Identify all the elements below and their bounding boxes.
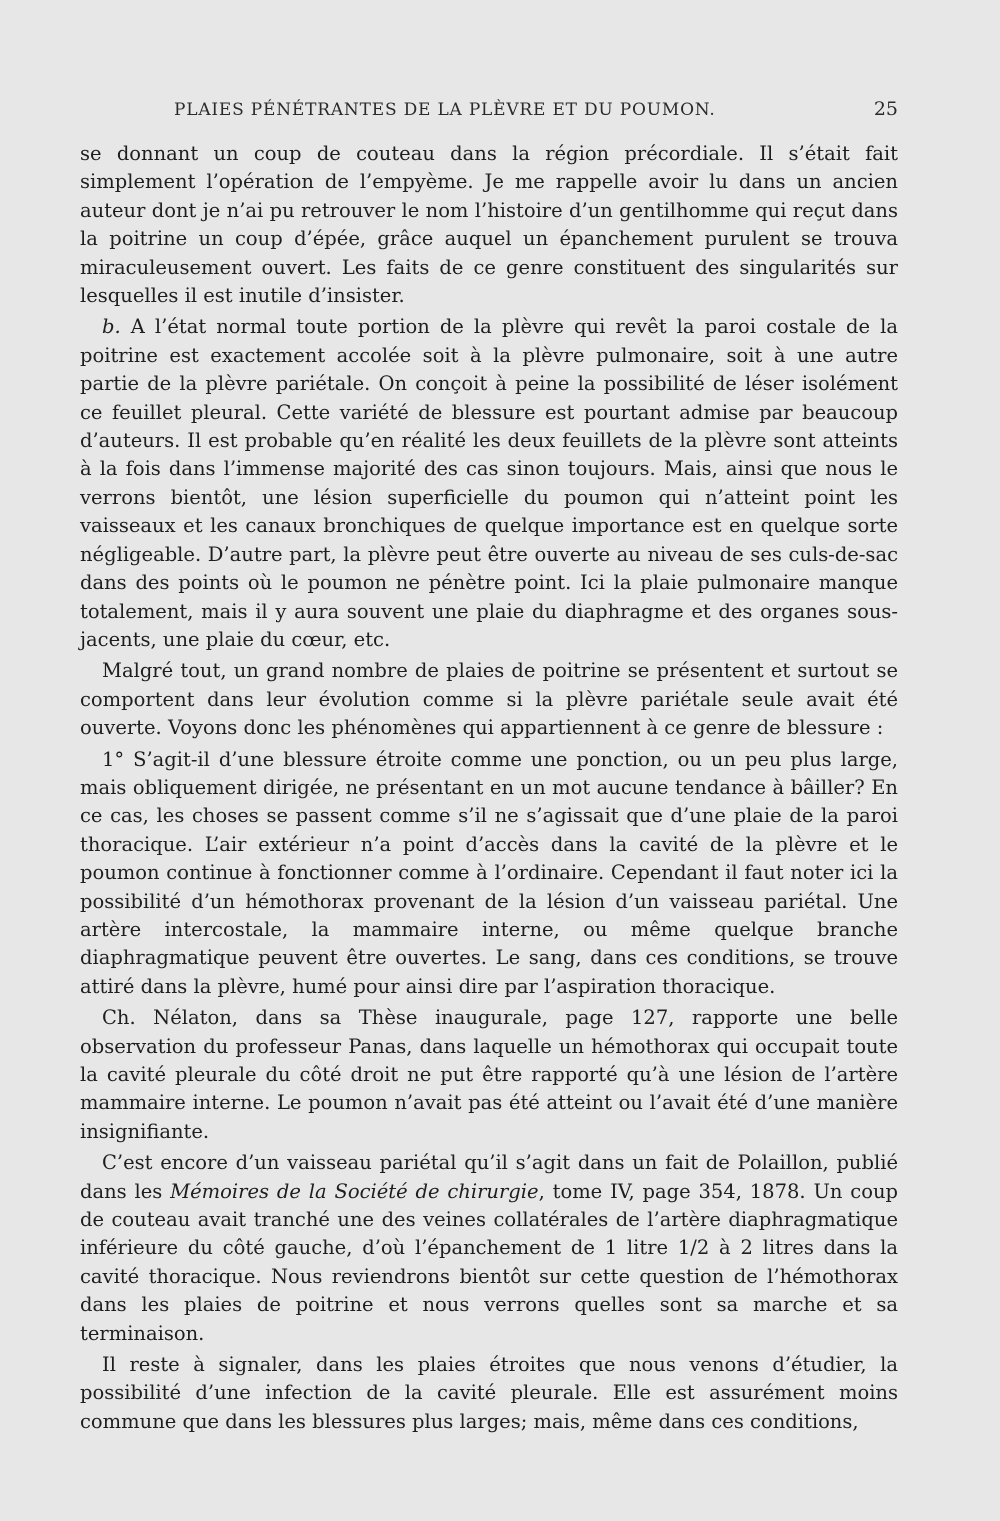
paragraph: Ch. Nélaton, dans sa Thèse inaugurale, page 127, rapporte une belle observation du professeur Panas, dans laquelle un hémothorax qui occupait toute la cavité pleurale du côté droit ne put être rapporté qu’à une lésion de l’artère mammaire interne. Le poumon n’avait pas été atteint ou l’avait été d’une manière insignifiante. xyxy=(80,1006,898,1143)
paragraph: Il reste à signaler, dans les plaies étroites que nous venons d’étudier, la possibilité d’une infection de la cavité pleurale. Elle est assurément moins commune que dans les blessures plus larges; mais, même dans ces conditions, xyxy=(80,1353,898,1433)
paragraph-text: A l’état normal toute portion de la plèvre qui revêt la paroi costale de la poitrine est exactement accolée soit à la plèvre pulmonaire, soit à une autre partie de la plèvre pariétale. On conçoit à peine la possibilité de léser isolément ce feuillet pleural. Cette variété de blessure est pourtant admise par beaucoup d’auteurs. Il est probable qu’en réalité les deux feuillets de la plèvre sont atteints à la fois dans l’immense majorité des cas sinon toujours. Mais, ainsi que nous le verrons bientôt, une lésion superficielle du poumon qui n’atteint point les vaisseaux et les canaux bronchiques de quelque importance est en quelque sorte négligeable. D’autre part, la plèvre peut être ouverte au niveau de ses culs-de-sac dans des points où le poumon ne pénètre point. Ici la plaie pulmonaire manque totalement, mais il y aura souvent une plaie du diaphragme et des organes sous-jacents, une plaie du cœur, etc. xyxy=(80,315,898,651)
section-marker: b. xyxy=(102,315,121,339)
running-title: PLAIES PÉNÉTRANTES DE LA PLÈVRE ET DU POUMON. xyxy=(174,100,716,120)
paragraph xyxy=(80,1149,898,1348)
paragraph-text: , tome IV, page 354, 1878. Un coup de couteau avait tranché une des veines collatérales de l’artère diaphragmatique inférieure du côté gauche, d’où l’épanchement de 1 litre 1/2 à 2 litres dans la cavité thoracique. Nous reviendrons bientôt sur cette question de l’hémothorax dans les plaies de poitrine et nous verrons quelles sont sa marche et sa terminaison. xyxy=(80,1179,899,1345)
paragraph: se donnant un coup de couteau dans la région précordiale. Il s’était fait simplement l’opération de l’empyème. Je me rappelle avoir lu dans un ancien auteur dont je n’ai pu retrouver le nom l’histoire d’un gentilhomme qui reçut dans la poitrine un coup d’épée, grâce auquel un épanchement purulent se trouva miraculeusement ouvert. Les faits de ce genre constituent des singularités sur lesquelles il est inutile d’insister. xyxy=(80,142,898,308)
paragraph: 1° S’agit-il d’une blessure étroite comme une ponction, ou un peu plus large, mais obliquement dirigée, ne présentant en un mot aucune tendance à bâiller? En ce cas, les choses se passent comme s’il ne s’agissait que d’une plaie de la paroi thoracique. L’air extérieur n’a point d’accès dans la cavité de la plèvre et le poumon continue à fonctionner comme à l’ordinaire. Cependant il faut noter ici la possibilité d’un hémothorax provenant de la lésion d’un vaisseau pariétal. Une artère intercostale, la mammaire interne, ou même quelque branche diaphragmatique peuvent être ouvertes. Le sang, dans ces conditions, se trouve attiré dans la plèvre, humé pour ainsi dire par l’aspiration thoracique. xyxy=(80,747,898,998)
paragraph-text: C’est encore d’un vaisseau pariétal qu’il s’agit dans un fait de Polaillon, publié dans les xyxy=(80,1151,898,1203)
paragraph: Malgré tout, un grand nombre de plaies de poitrine se présentent et surtout se comportent dans leur évolution comme si la plèvre pariétale seule avait été ouverte. Voyons donc les phénomènes qui appartiennent à ce genre de blessure : xyxy=(80,659,898,740)
page-header xyxy=(80,100,898,130)
paragraph xyxy=(80,313,898,654)
page-number: 25 xyxy=(873,98,898,120)
body-text xyxy=(80,140,898,1436)
journal-title: Mémoires de la Société de chirurgie xyxy=(170,1179,539,1203)
